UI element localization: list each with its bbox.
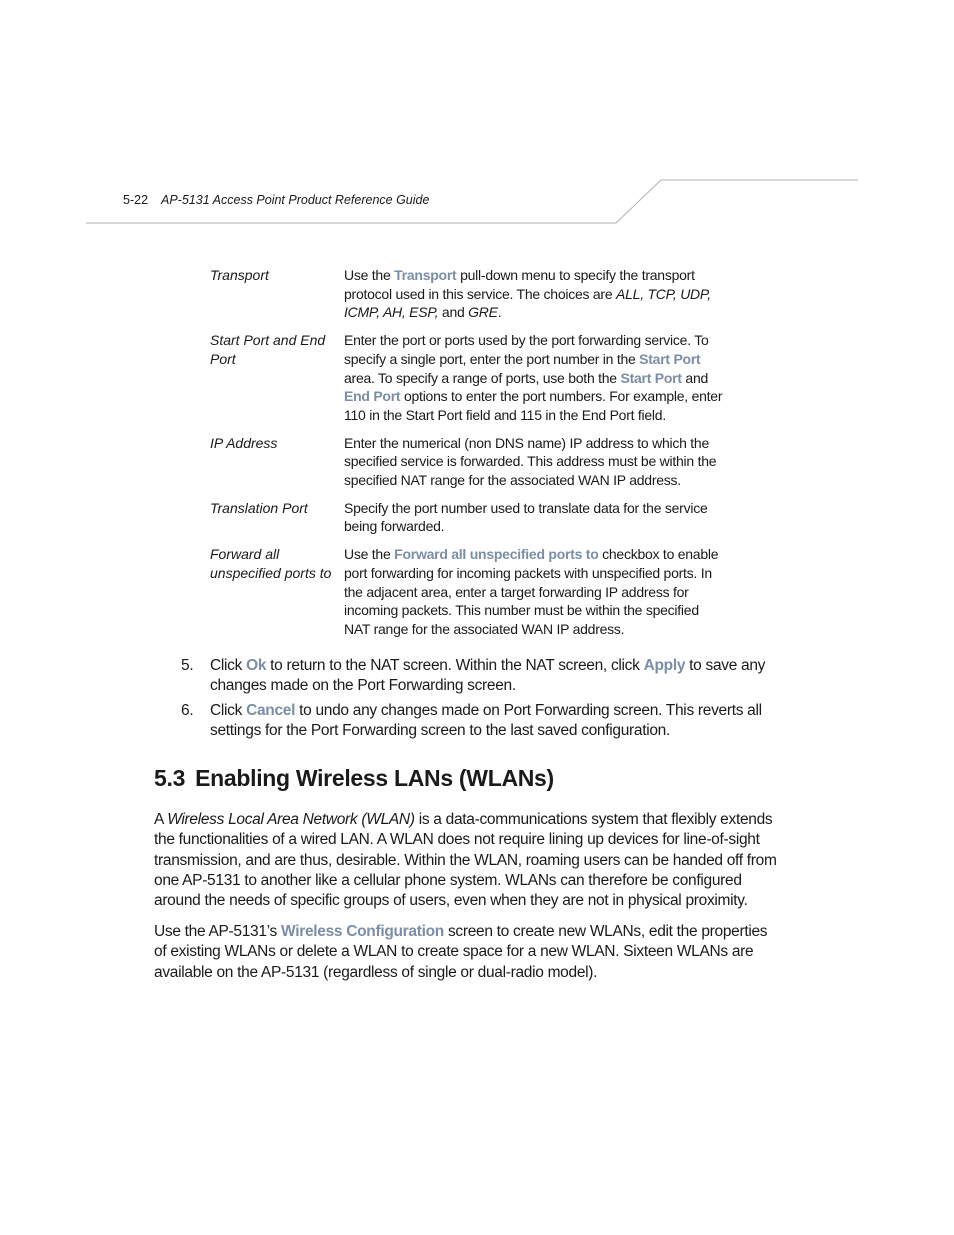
step-number: 6. — [181, 701, 194, 719]
definition-description: Use the Transport pull-down menu to specify the transport protocol used in this service. The choices are ALL, TCP, UDP, ICMP, AH, ESP, and GRE. — [344, 267, 711, 321]
definition-row — [210, 331, 730, 425]
definition-description: Enter the numerical (non DNS name) IP address to which the specified service is forwarded. This address must be within the specified NAT range for the associated WAN IP address. — [344, 434, 717, 489]
definition-description: Specify the port number used to translate data for the service being forwarded. — [344, 499, 708, 535]
body-paragraph: A Wireless Local Area Network (WLAN) is a data-communications system that flexibly extends the functionalities of a wired LAN. A WLAN does not require lining up devices for line-of-sight transmission, and are thus, desirable. Within the WLAN, roaming users can be handed off from one AP-5131 to another like a cellular phone system. WLANs can therefore be configured around the needs of specific groups of users, even when they are not in physical proximity. — [154, 811, 777, 910]
definition-term: Start Port and End Port — [210, 332, 326, 367]
guide-title: AP-5131 Access Point Product Reference Guide — [161, 193, 430, 207]
emphasis-text: Wireless Local Area Network (WLAN) — [167, 811, 415, 828]
step-text: Click Cancel to undo any changes made on Port Forwarding screen. This reverts all settings for the Port Forwarding screen to the last saved configuration. — [210, 701, 762, 739]
step-text: Click Ok to return to the NAT screen. Within the NAT screen, click Apply to save any changes made on the Port Forwarding screen. — [210, 657, 766, 695]
definition-row — [210, 434, 730, 490]
definition-description: Enter the port or ports used by the port forwarding service. To specify a single port, enter the port number in the Start Port area. To specify a range of ports, use both the Start Port and End Port options to enter the port numbers. For example, enter 110 in the Start Port field and 115 in the End Port field. — [344, 332, 723, 423]
definition-term: Forward all unspecified ports to — [210, 546, 332, 581]
definition-row — [210, 499, 730, 536]
emphasis-text: ALL, TCP, UDP, ICMP, AH, ESP, — [344, 285, 711, 321]
ui-element-name: Transport — [394, 267, 457, 283]
ui-element-name: Ok — [246, 657, 267, 674]
ui-element-name: Start Port — [620, 369, 682, 386]
section-heading — [154, 765, 554, 792]
section-title: Enabling Wireless LANs (WLANs) — [195, 765, 554, 791]
definition-term: IP Address — [210, 434, 278, 451]
definition-row — [210, 266, 730, 322]
ui-element-name: End Port — [344, 388, 401, 405]
emphasis-text: GRE — [468, 304, 498, 321]
step-number: 5. — [181, 657, 194, 674]
step-list — [181, 656, 781, 745]
definition-row — [210, 545, 730, 639]
step-item — [181, 656, 781, 697]
definition-description: Use the Forward all unspecified ports to checkbox to enable port forwarding for incoming packets with unspecified ports. In the adjacent area, enter a target forwarding IP address for incoming packets. This number must be within the specified NAT range for the associated WAN IP address. — [344, 546, 719, 637]
step-item — [181, 701, 781, 742]
page-number: 5-22 — [123, 193, 149, 207]
definition-table — [210, 266, 730, 648]
ui-element-name: Cancel — [246, 701, 296, 719]
ui-element-name: Wireless Configuration — [281, 923, 444, 940]
definition-term: Transport — [210, 267, 269, 283]
section-number: 5.3 — [154, 765, 186, 791]
ui-element-name: Start Port — [639, 350, 701, 367]
definition-term: Translation Port — [210, 499, 308, 516]
ui-element-name: Forward all unspecified ports to — [394, 546, 599, 563]
body-paragraph: Use the AP-5131’s Wireless Configuration screen to create new WLANs, edit the properties of existing WLANs or delete a WLAN to create space for a new WLAN. Sixteen WLANs are available on the AP-5131 (regardless of single or dual-radio model). — [154, 923, 768, 981]
ui-element-name: Apply — [643, 657, 686, 674]
